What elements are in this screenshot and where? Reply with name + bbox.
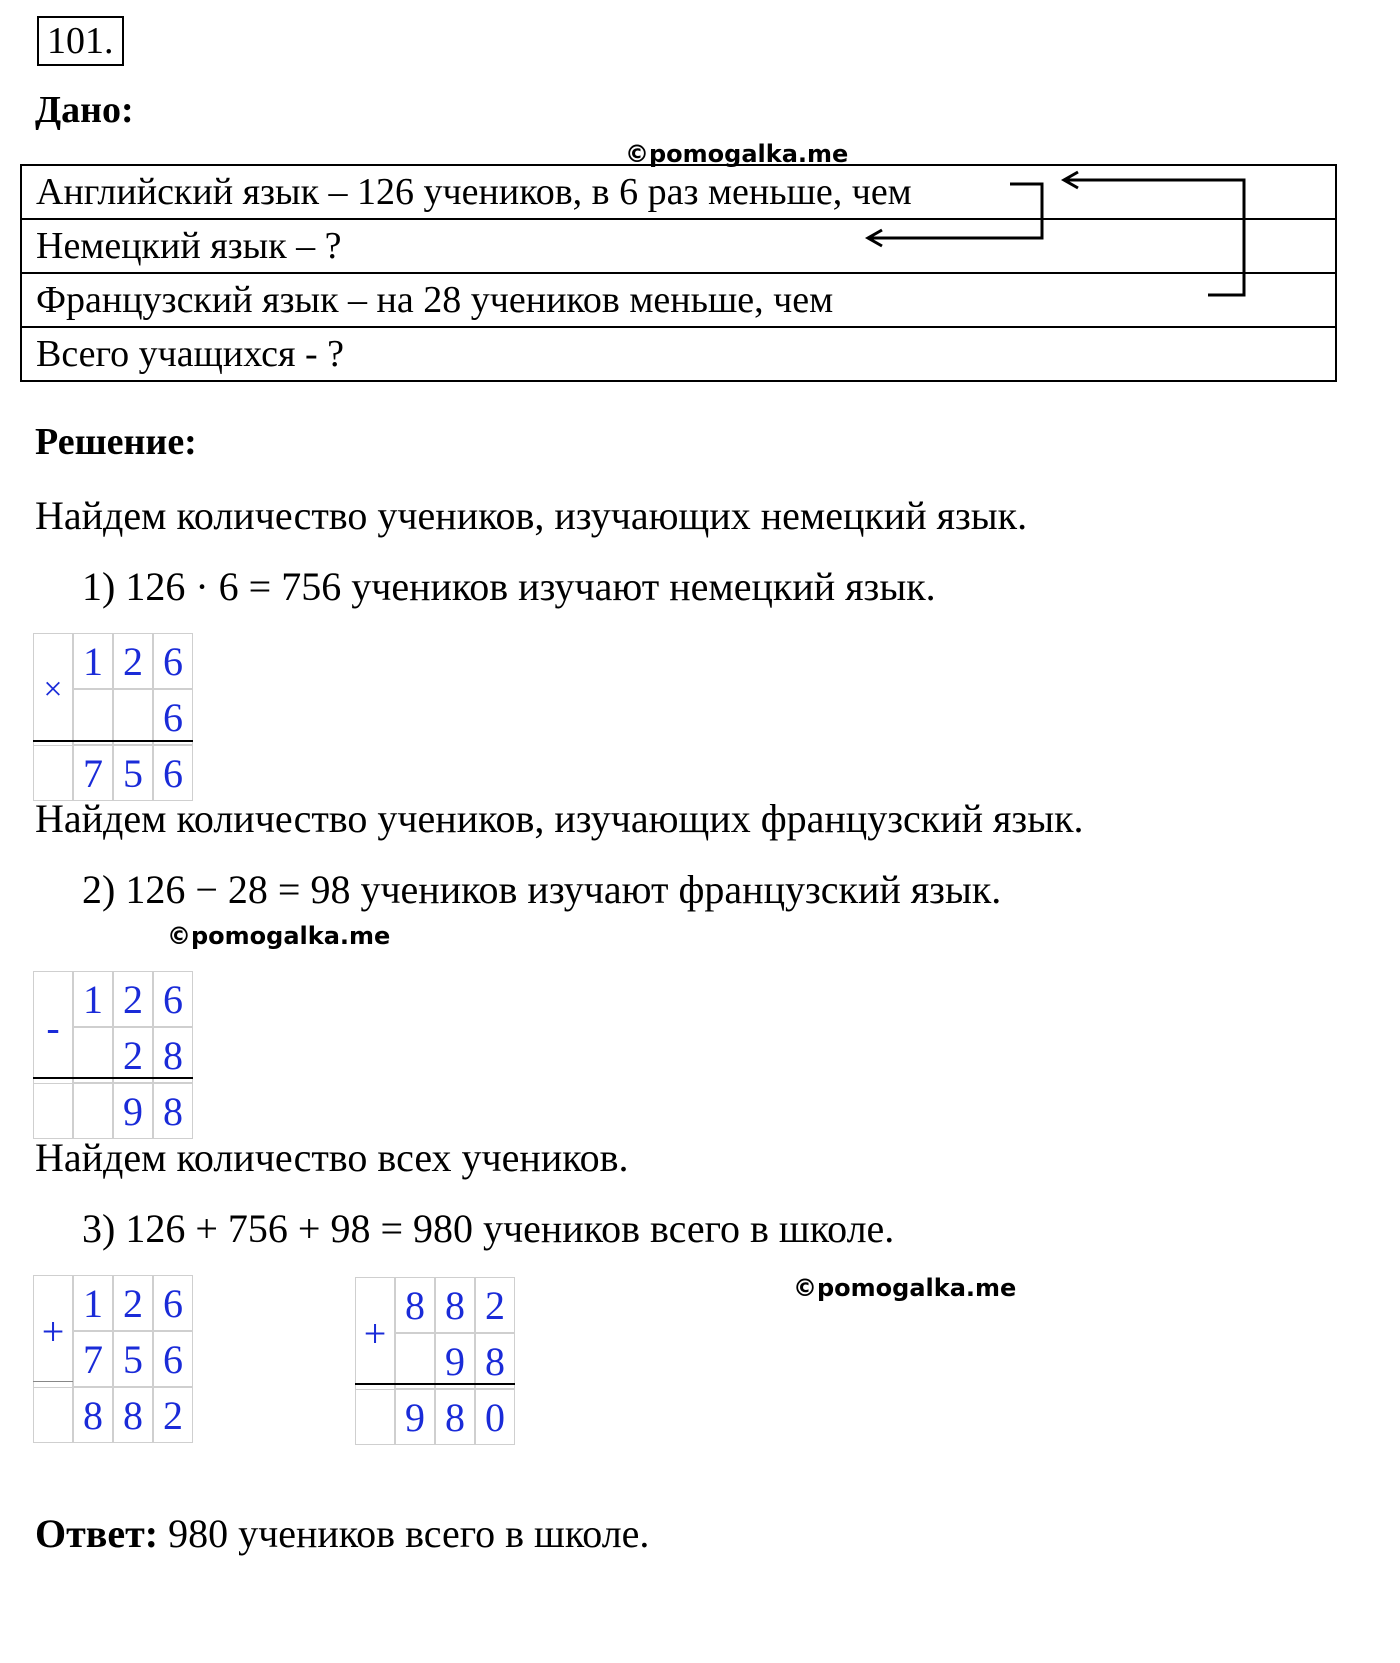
digit-cell: 2 xyxy=(475,1277,515,1333)
column-calc-add-1 xyxy=(33,1275,193,1443)
digit-cell: 6 xyxy=(153,689,193,745)
answer-label: Ответ: xyxy=(35,1511,159,1556)
step-1-equation: 1) 126 · 6 = 756 учеников изучают немецкий язык. xyxy=(82,564,936,609)
digit-cell: 6 xyxy=(153,745,193,801)
plus-sign: + xyxy=(33,1275,73,1387)
digit-cell: 9 xyxy=(113,1083,153,1139)
digit-cell: 6 xyxy=(153,633,193,689)
digit-cell: 8 xyxy=(113,1387,153,1443)
given-heading: Дано: xyxy=(35,89,134,131)
digit-cell xyxy=(73,1083,113,1139)
answer xyxy=(35,1510,649,1557)
grid-cell xyxy=(33,745,73,801)
digit-cell: 2 xyxy=(113,1275,153,1331)
result-line xyxy=(33,1077,193,1079)
digit-cell: 1 xyxy=(73,1275,113,1331)
digit-cell: 1 xyxy=(73,633,113,689)
digit-cell: 2 xyxy=(113,971,153,1027)
step-1-intro: Найдем количество учеников, изучающих немецкий язык. xyxy=(35,493,1028,538)
digit-cell: 8 xyxy=(153,1027,193,1083)
digit-cell xyxy=(73,689,113,745)
digit-cell: 2 xyxy=(113,1027,153,1083)
digit-cell: 7 xyxy=(73,1331,113,1387)
step-2-equation: 2) 126 − 28 = 98 учеников изучают французский язык. xyxy=(82,867,1002,912)
arrow-to-english xyxy=(1064,180,1244,295)
arrow-to-german xyxy=(870,184,1042,238)
given-row-total: Всего учащихся - ? xyxy=(21,327,1336,381)
multiply-sign: × xyxy=(33,633,73,745)
grid-cell xyxy=(33,1387,73,1443)
digit-cell: 8 xyxy=(435,1389,475,1445)
column-calc-subtract xyxy=(33,971,193,1139)
result-line xyxy=(33,740,193,742)
given-row-french: Французский язык – на 28 учеников меньше, чем xyxy=(21,273,1336,327)
digit-cell: 2 xyxy=(113,633,153,689)
digit-cell: 7 xyxy=(73,745,113,801)
digit-cell: 8 xyxy=(395,1277,435,1333)
digit-cell: 8 xyxy=(435,1277,475,1333)
result-line xyxy=(33,1381,73,1382)
digit-cell xyxy=(395,1333,435,1389)
problem-number: 101. xyxy=(37,16,124,66)
digit-cell: 6 xyxy=(153,1275,193,1331)
digit-cell: 8 xyxy=(475,1333,515,1389)
answer-text: 980 учеников всего в школе. xyxy=(168,1511,650,1556)
result-line xyxy=(355,1383,515,1385)
digit-cell: 6 xyxy=(153,971,193,1027)
step-2-intro: Найдем количество учеников, изучающих французский язык. xyxy=(35,796,1084,841)
digit-cell: 9 xyxy=(395,1389,435,1445)
digit-cell: 5 xyxy=(113,1331,153,1387)
digit-cell: 8 xyxy=(73,1387,113,1443)
solution-heading: Решение: xyxy=(35,421,197,463)
digit-cell xyxy=(73,1027,113,1083)
digit-cell: 0 xyxy=(475,1389,515,1445)
step-3-intro: Найдем количество всех учеников. xyxy=(35,1135,629,1180)
relation-arrows xyxy=(0,0,1400,400)
digit-cell: 5 xyxy=(113,745,153,801)
digit-cell: 9 xyxy=(435,1333,475,1389)
grid-cell xyxy=(355,1389,395,1445)
column-calc-multiply xyxy=(33,633,193,801)
given-row-german: Немецкий язык – ? xyxy=(21,219,1336,273)
digit-cell: 1 xyxy=(73,971,113,1027)
plus-sign: + xyxy=(355,1277,395,1389)
column-calc-add-2 xyxy=(355,1277,515,1445)
given-row-english: Английский язык – 126 учеников, в 6 раз меньше, чем xyxy=(21,165,1336,219)
watermark: ©pomogalka.me xyxy=(625,140,849,168)
digit-cell: 6 xyxy=(153,1331,193,1387)
watermark: ©pomogalka.me xyxy=(793,1274,1017,1302)
minus-sign: - xyxy=(33,971,73,1083)
digit-cell xyxy=(113,689,153,745)
grid-cell xyxy=(33,1083,73,1139)
watermark: ©pomogalka.me xyxy=(167,922,391,950)
digit-cell: 2 xyxy=(153,1387,193,1443)
step-3-equation: 3) 126 + 756 + 98 = 980 учеников всего в школе. xyxy=(82,1206,895,1251)
digit-cell: 8 xyxy=(153,1083,193,1139)
